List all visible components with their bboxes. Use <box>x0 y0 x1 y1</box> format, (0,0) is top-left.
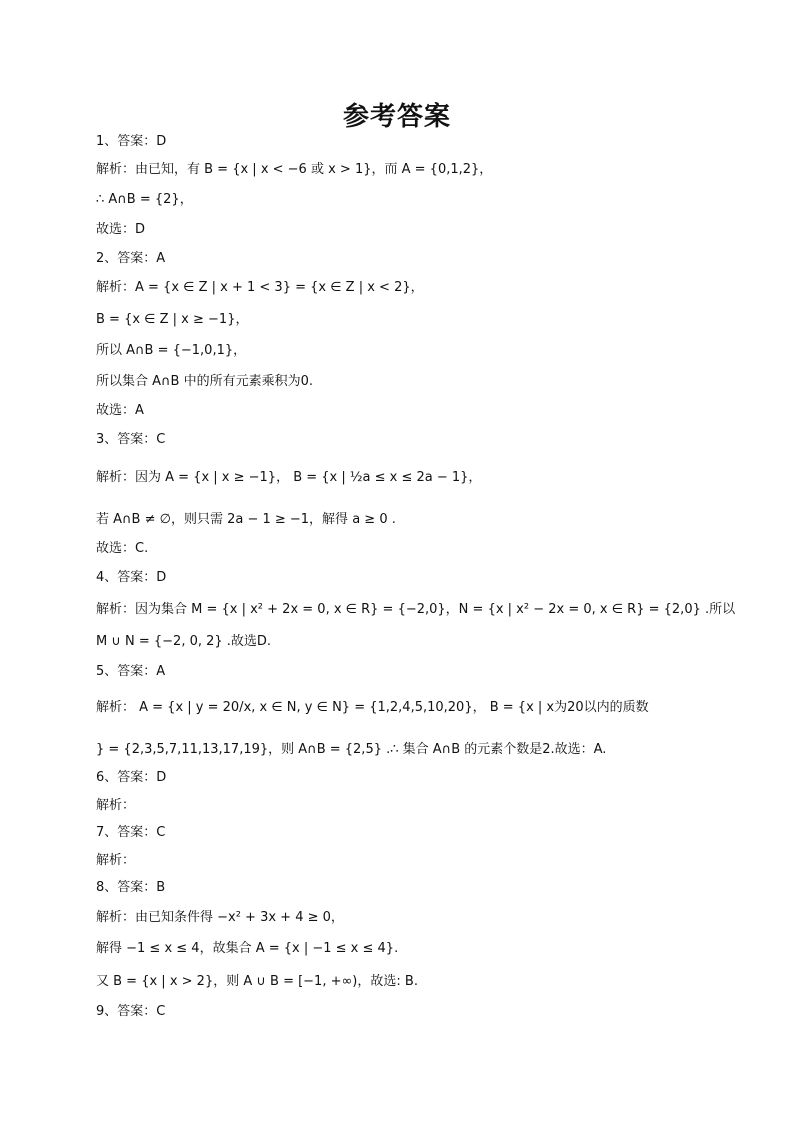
answer-1-header: 1、答案：D <box>96 134 167 149</box>
answer-2-header: 2、答案：A <box>96 251 166 266</box>
answer-3-analysis: 解析：因为 A = {x | x ≥ −1}， B = {x | ½a ≤ x ≤ 2a − 1}， <box>96 470 482 485</box>
answer-1-step: ∴ A∩B = {2}， <box>96 192 193 207</box>
answer-7-analysis: 解析： <box>96 853 136 868</box>
answer-4-header: 4、答案：D <box>96 570 167 585</box>
answer-6-header: 6、答案：D <box>96 770 167 785</box>
page-title: 参考答案 <box>342 102 451 132</box>
answer-2-choice: 故选：A <box>96 403 144 418</box>
answer-5-step: } = {2,3,5,7,11,13,17,19}，则 A∩B = {2,5} .∴ 集合 A∩B 的元素个数是2.故选：A. <box>96 742 607 757</box>
answer-3-step: 若 A∩B ≠ ∅，则只需 2a − 1 ≥ −1，解得 a ≥ 0 . <box>96 512 396 527</box>
answer-8-step-2: 又 B = {x | x > 2}，则 A ∪ B = [−1, +∞)，故选: B. <box>96 974 418 989</box>
answer-2-step-1: B = {x ∈ Z | x ≥ −1}， <box>96 312 249 327</box>
answer-8-header: 8、答案：B <box>96 880 166 895</box>
answer-8-step-1: 解得 −1 ≤ x ≤ 4，故集合 A = {x | −1 ≤ x ≤ 4}. <box>96 941 399 956</box>
answer-6-analysis: 解析： <box>96 798 136 813</box>
answer-1-choice: 故选：D <box>96 222 146 237</box>
answer-5-header: 5、答案：A <box>96 664 166 679</box>
answer-9-header: 9、答案：C <box>96 1004 166 1019</box>
answer-5-analysis: 解析： A = {x | y = 20/x, x ∈ N, y ∈ N} = {1,2,4,5,10,20}， B = {x | x为20以内的质数 <box>96 700 649 715</box>
answer-3-header: 3、答案：C <box>96 432 166 447</box>
answer-2-step-2: 所以 A∩B = {−1,0,1}， <box>96 343 247 358</box>
answer-8-analysis: 解析：由已知条件得 −x² + 3x + 4 ≥ 0， <box>96 910 344 925</box>
answer-4-analysis: 解析：因为集合 M = {x | x² + 2x = 0, x ∈ R} = {−2,0}，N = {x | x² − 2x = 0, x ∈ R} = {2,0} .所以 <box>96 602 736 617</box>
answer-2-analysis: 解析：A = {x ∈ Z | x + 1 < 3} = {x ∈ Z | x < 2}， <box>96 280 424 295</box>
answer-7-header: 7、答案：C <box>96 825 166 840</box>
answer-4-step: M ∪ N = {−2, 0, 2} .故选D. <box>96 634 272 649</box>
answer-3-choice: 故选：C. <box>96 541 149 556</box>
answer-2-step-3: 所以集合 A∩B 中的所有元素乘积为0. <box>96 374 313 389</box>
answer-1-analysis: 解析：由已知，有 B = {x | x < −6 或 x > 1}，而 A = {0,1,2}， <box>96 162 493 177</box>
